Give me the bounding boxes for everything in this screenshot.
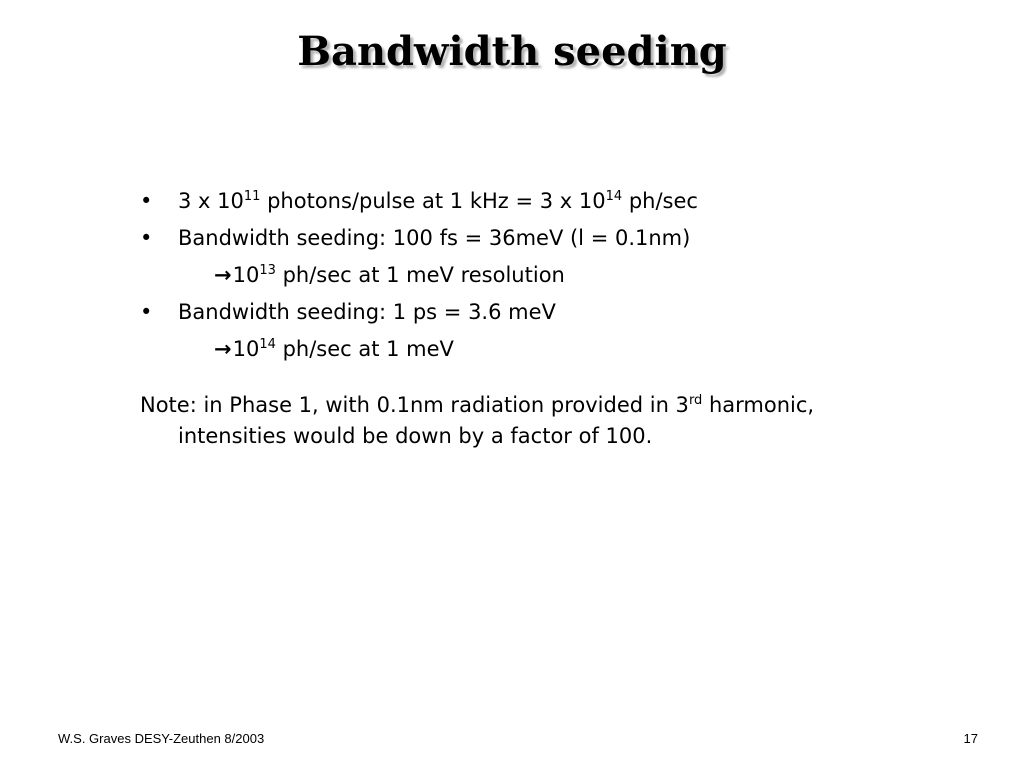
bullet-icon: • xyxy=(140,189,153,213)
arrow-right-icon: → xyxy=(214,263,232,287)
note-text: Note: in Phase 1, with 0.1nm radiation provided in 3 xyxy=(140,393,689,417)
sub-text: 10 xyxy=(232,263,260,287)
bullet-item-seeding-100fs xyxy=(140,220,800,257)
note-text: harmonic, intensities would be down by a factor of 100. xyxy=(178,393,815,448)
superscript: 14 xyxy=(259,337,276,352)
bullet-icon: • xyxy=(140,226,153,250)
bullet-text: photons/pulse at 1 kHz = 3 x 10 xyxy=(260,189,606,213)
slide-content xyxy=(140,183,815,452)
bullet-text: ph/sec xyxy=(622,189,698,213)
footer-author: W.S. Graves DESY-Zeuthen 8/2003 xyxy=(58,731,265,746)
bullet-item-seeding-1ps xyxy=(140,294,800,331)
sub-text: 10 xyxy=(232,337,260,361)
sub-text: ph/sec at 1 meV xyxy=(275,337,454,361)
superscript: 14 xyxy=(605,189,623,204)
bullet-text: Bandwidth seeding: 1 ps = 3.6 meV xyxy=(178,300,556,324)
slide-title: Bandwidth seeding xyxy=(297,28,727,75)
page-number: 17 xyxy=(963,731,978,746)
bullet-text: Bandwidth seeding: 100 fs = 36meV (l = 0.1nm) xyxy=(178,226,691,250)
note-paragraph xyxy=(140,390,818,452)
superscript: rd xyxy=(688,393,703,408)
sub-item-resolution xyxy=(140,257,800,294)
arrow-right-icon: → xyxy=(214,337,232,361)
bullet-icon: • xyxy=(140,300,153,324)
sub-text: ph/sec at 1 meV resolution xyxy=(275,263,565,287)
bullet-text: 3 x 10 xyxy=(178,189,244,213)
bullet-item-photons xyxy=(140,183,800,220)
superscript: 11 xyxy=(243,189,261,204)
sub-item-1mev xyxy=(140,331,800,368)
superscript: 13 xyxy=(259,263,276,278)
